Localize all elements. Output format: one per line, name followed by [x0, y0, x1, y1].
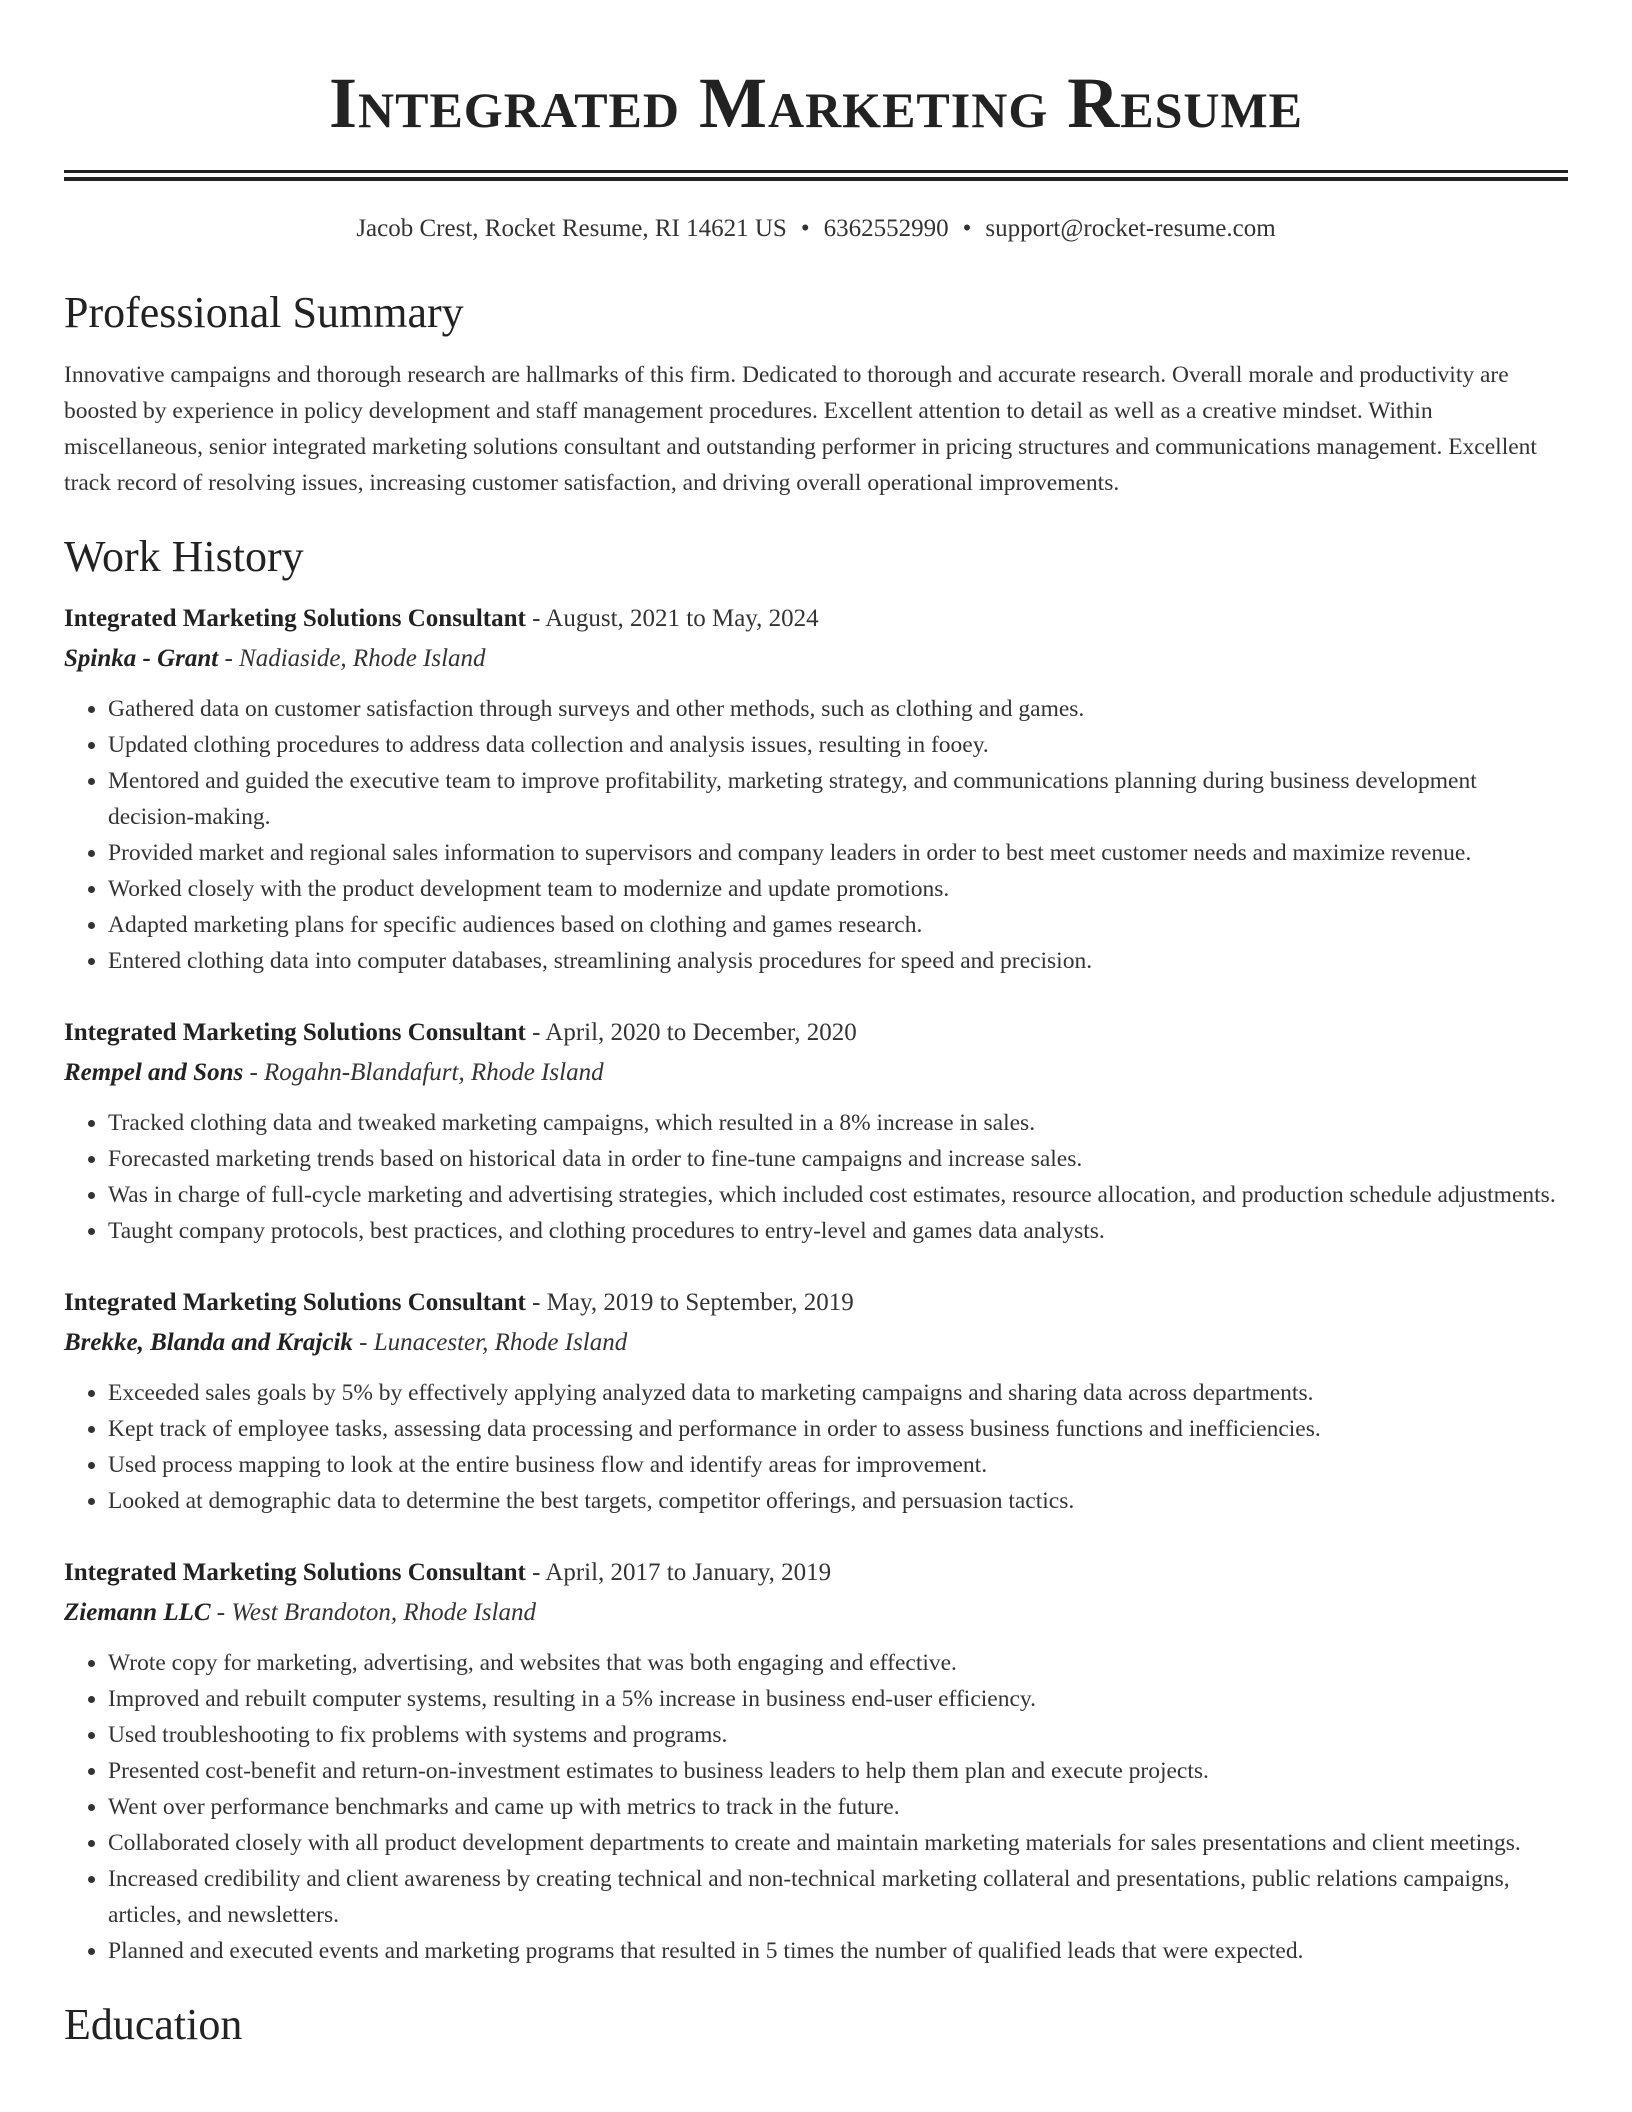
- bullet-item: • Adapted marketing plans for specific audiences based on clothing and games research.: [108, 907, 1568, 943]
- bullet-item: • Looked at demographic data to determine the best targets, competitor offerings, and persuasion tactics.: [108, 1483, 1568, 1519]
- company-location: - West Brandoton, Rhode Island: [210, 1599, 536, 1626]
- company-name: Rempel and Sons: [64, 1059, 244, 1086]
- job-title-line: [64, 1013, 1568, 1053]
- bullet-item: • Gathered data on customer satisfaction through surveys and other methods, such as clothing and games.: [108, 691, 1568, 727]
- company-name: Ziemann LLC: [64, 1599, 211, 1626]
- job-title: Integrated Marketing Solutions Consultant: [64, 1019, 526, 1046]
- job-title-line: [64, 1553, 1568, 1593]
- company-line: [64, 1053, 1568, 1093]
- bullet-item: • Forecasted marketing trends based on historical data in order to fine-tune campaigns and increase sales.: [108, 1141, 1568, 1177]
- summary-text: Innovative campaigns and thorough research are hallmarks of this firm. Dedicated to thorough and accurate research. Overall morale and productivity are boosted by experience in policy development and staff management procedures. Excellent attention to detail as well as a creative mindset. Within miscellaneous, senior integrated marketing solutions consultant and outstanding performer in pricing structures and communications management. Excellent track record of resolving issues, increasing customer satisfaction, and driving overall operational improvements.: [64, 362, 1537, 496]
- title-double-rule: [64, 170, 1568, 181]
- bullet-item: • Improved and rebuilt computer systems, resulting in a 5% increase in business end-user efficiency.: [108, 1681, 1568, 1717]
- contact-separator: •: [800, 215, 810, 242]
- job-dates: - April, 2017 to January, 2019: [525, 1559, 832, 1586]
- job-title-line: [64, 1283, 1568, 1323]
- company-line: [64, 1593, 1568, 1633]
- job-bullets: [64, 1645, 1568, 1969]
- bullet-item: • Exceeded sales goals by 5% by effectively applying analyzed data to marketing campaigns and sharing data across departments.: [108, 1375, 1568, 1411]
- work-history-heading: Work History: [64, 532, 304, 581]
- company-name: Spinka - Grant: [64, 645, 219, 672]
- contact-line: [64, 211, 1568, 247]
- company-location: - Nadiaside, Rhode Island: [218, 645, 486, 672]
- job-bullets: [64, 1105, 1568, 1249]
- contact-address: Jacob Crest, Rocket Resume, RI 14621 US: [356, 215, 787, 242]
- company-line: [64, 639, 1568, 679]
- bullet-item: • Taught company protocols, best practices, and clothing procedures to entry-level and games data analysts.: [108, 1213, 1568, 1249]
- job-dates: - April, 2020 to December, 2020: [525, 1019, 857, 1046]
- bullet-item: • Wrote copy for marketing, advertising, and websites that was both engaging and effective.: [108, 1645, 1568, 1681]
- job-dates: - August, 2021 to May, 2024: [525, 605, 819, 632]
- bullet-item: • Provided market and regional sales information to supervisors and company leaders in order to best meet customer needs and maximize revenue.: [108, 835, 1568, 871]
- bullet-item: • Increased credibility and client awareness by creating technical and non-technical marketing collateral and presentations, public relations campaigns, articles, and newsletters.: [108, 1861, 1568, 1933]
- bullet-item: • Used process mapping to look at the entire business flow and identify areas for improvement.: [108, 1447, 1568, 1483]
- summary-heading: Professional Summary: [64, 288, 464, 337]
- bullet-item: • Presented cost-benefit and return-on-investment estimates to business leaders to help them plan and execute projects.: [108, 1753, 1568, 1789]
- job-bullets: [64, 1375, 1568, 1519]
- contact-phone: 6362552990: [823, 215, 949, 242]
- document-title: Integrated Marketing Resume: [328, 63, 1304, 143]
- job-entry-4: [64, 1553, 1568, 1969]
- job-bullets: [64, 691, 1568, 979]
- job-title: Integrated Marketing Solutions Consultant: [64, 605, 526, 632]
- bullet-item: • Updated clothing procedures to address data collection and analysis issues, resulting in fooey.: [108, 727, 1568, 763]
- job-entry-1: [64, 599, 1568, 979]
- job-entry-3: [64, 1283, 1568, 1519]
- company-location: - Rogahn-Blandafurt, Rhode Island: [243, 1059, 604, 1086]
- bullet-item: • Entered clothing data into computer databases, streamlining analysis procedures for speed and precision.: [108, 943, 1568, 979]
- education-heading: Education: [64, 2000, 243, 2049]
- company-name: Brekke, Blanda and Krajcik: [64, 1329, 353, 1356]
- contact-separator: •: [962, 215, 972, 242]
- job-title: Integrated Marketing Solutions Consultant: [64, 1559, 526, 1586]
- job-entry-2: [64, 1013, 1568, 1249]
- job-title: Integrated Marketing Solutions Consultant: [64, 1289, 526, 1316]
- job-dates: - May, 2019 to September, 2019: [525, 1289, 854, 1316]
- bullet-item: • Was in charge of full-cycle marketing and advertising strategies, which included cost estimates, resource allocation, and production schedule adjustments.: [108, 1177, 1568, 1213]
- bullet-item: • Mentored and guided the executive team to improve profitability, marketing strategy, and communications planning during business development decision-making.: [108, 763, 1568, 835]
- job-title-line: [64, 599, 1568, 639]
- bullet-item: • Tracked clothing data and tweaked marketing campaigns, which resulted in a 8% increase in sales.: [108, 1105, 1568, 1141]
- company-line: [64, 1323, 1568, 1363]
- bullet-item: • Collaborated closely with all product development departments to create and maintain marketing materials for sales presentations and client meetings.: [108, 1825, 1568, 1861]
- bullet-item: • Planned and executed events and marketing programs that resulted in 5 times the number of qualified leads that were expected.: [108, 1933, 1568, 1969]
- company-location: - Lunacester, Rhode Island: [352, 1329, 628, 1356]
- contact-email: support@rocket-resume.com: [985, 215, 1276, 242]
- bullet-item: • Used troubleshooting to fix problems with systems and programs.: [108, 1717, 1568, 1753]
- bullet-item: • Went over performance benchmarks and came up with metrics to track in the future.: [108, 1789, 1568, 1825]
- bullet-item: • Worked closely with the product development team to modernize and update promotions.: [108, 871, 1568, 907]
- bullet-item: • Kept track of employee tasks, assessing data processing and performance in order to assess business functions and inefficiencies.: [108, 1411, 1568, 1447]
